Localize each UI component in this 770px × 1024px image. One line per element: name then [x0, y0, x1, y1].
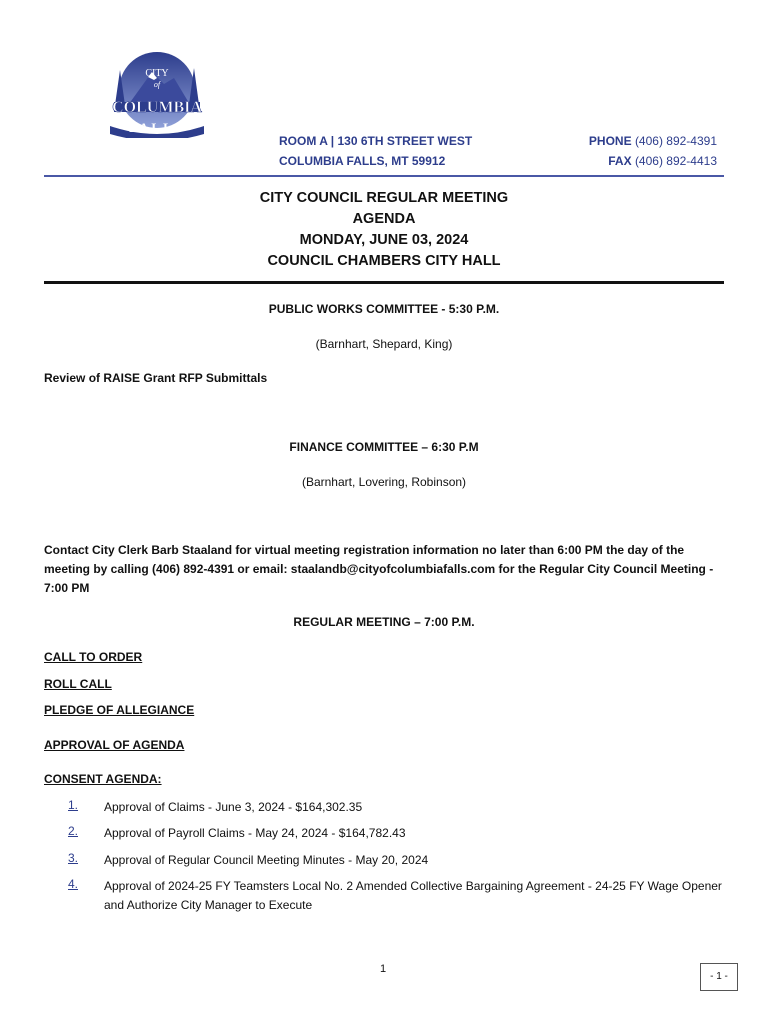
header-address: [279, 131, 472, 171]
call-to-order: CALL TO ORDER: [44, 650, 143, 664]
logo-text-city: CITY: [145, 68, 169, 79]
consent-item-number: 2.: [68, 824, 79, 838]
city-seal-icon: [104, 50, 210, 138]
logo-text-of: of: [153, 80, 161, 89]
virtual-meeting-notice: Contact City Clerk Barb Staaland for virtual meeting registration information no later than 6:00 PM the day of the meeting by calling (406) 892-4391 or email: staalandb@cityofcolumbiafalls.com for the Regular City Council Meeting - 7:00 PM: [44, 543, 714, 595]
agenda-title: [44, 188, 724, 272]
title-line-2: AGENDA: [352, 211, 416, 227]
title-line-1: CITY COUNCIL REGULAR MEETING: [259, 190, 509, 206]
logo-text-columbia: COLUMBIA: [112, 99, 202, 116]
finance-heading: FINANCE COMMITTEE – 6:30 P.M: [289, 440, 479, 454]
phone-label: PHONE: [588, 134, 632, 148]
title-line-3: MONDAY, JUNE 03, 2024: [299, 232, 469, 248]
phone-value: (406) 892-4391: [634, 134, 717, 148]
consent-agenda-heading: CONSENT AGENDA:: [44, 772, 162, 786]
approval-of-agenda: APPROVAL OF AGENDA: [44, 738, 185, 752]
finance-members: (Barnhart, Lovering, Robinson): [301, 475, 467, 489]
title-line-4: COUNCIL CHAMBERS CITY HALL: [267, 253, 501, 269]
page-number: 1: [380, 963, 387, 975]
consent-item-number: 4.: [68, 877, 79, 891]
fax-line: [589, 151, 717, 171]
header-contact: [589, 131, 717, 171]
consent-item-text: Approval of 2024-25 FY Teamsters Local No. 2 Amended Collective Bargaining Agreement - 24-25 FY Wage Opener and Authorize City Manager to Execute: [104, 879, 722, 912]
public-works-heading: PUBLIC WORKS COMMITTEE - 5:30 P.M.: [268, 302, 500, 316]
consent-item-text: Approval of Regular Council Meeting Minutes - May 20, 2024: [104, 853, 429, 867]
consent-item-text: Approval of Payroll Claims - May 24, 2024 - $164,782.43: [104, 826, 406, 840]
public-works-members: (Barnhart, Shepard, King): [315, 337, 453, 351]
logo-text-falls: FALLS: [129, 120, 185, 135]
phone-line: [589, 131, 717, 151]
consent-item-text: Approval of Claims - June 3, 2024 - $164,302.35: [104, 800, 363, 814]
address-line-2: COLUMBIA FALLS, MT 59912: [279, 154, 446, 168]
pledge-of-allegiance: PLEDGE OF ALLEGIANCE: [44, 703, 195, 717]
roll-call: ROLL CALL: [44, 677, 112, 691]
regular-meeting-heading: REGULAR MEETING – 7:00 P.M.: [293, 615, 475, 629]
title-divider: [44, 281, 724, 284]
address-line-1: ROOM A | 130 6TH STREET WEST: [279, 134, 473, 148]
fax-value: (406) 892-4413: [634, 154, 717, 168]
public-works-item: Review of RAISE Grant RFP Submittals: [44, 371, 268, 385]
fax-label: FAX: [608, 154, 632, 168]
header-divider: [44, 175, 724, 177]
consent-item-number: 1.: [68, 798, 79, 812]
consent-item-number: 3.: [68, 851, 79, 865]
city-logo: [104, 50, 210, 138]
page-number-box: - 1 -: [700, 963, 738, 991]
